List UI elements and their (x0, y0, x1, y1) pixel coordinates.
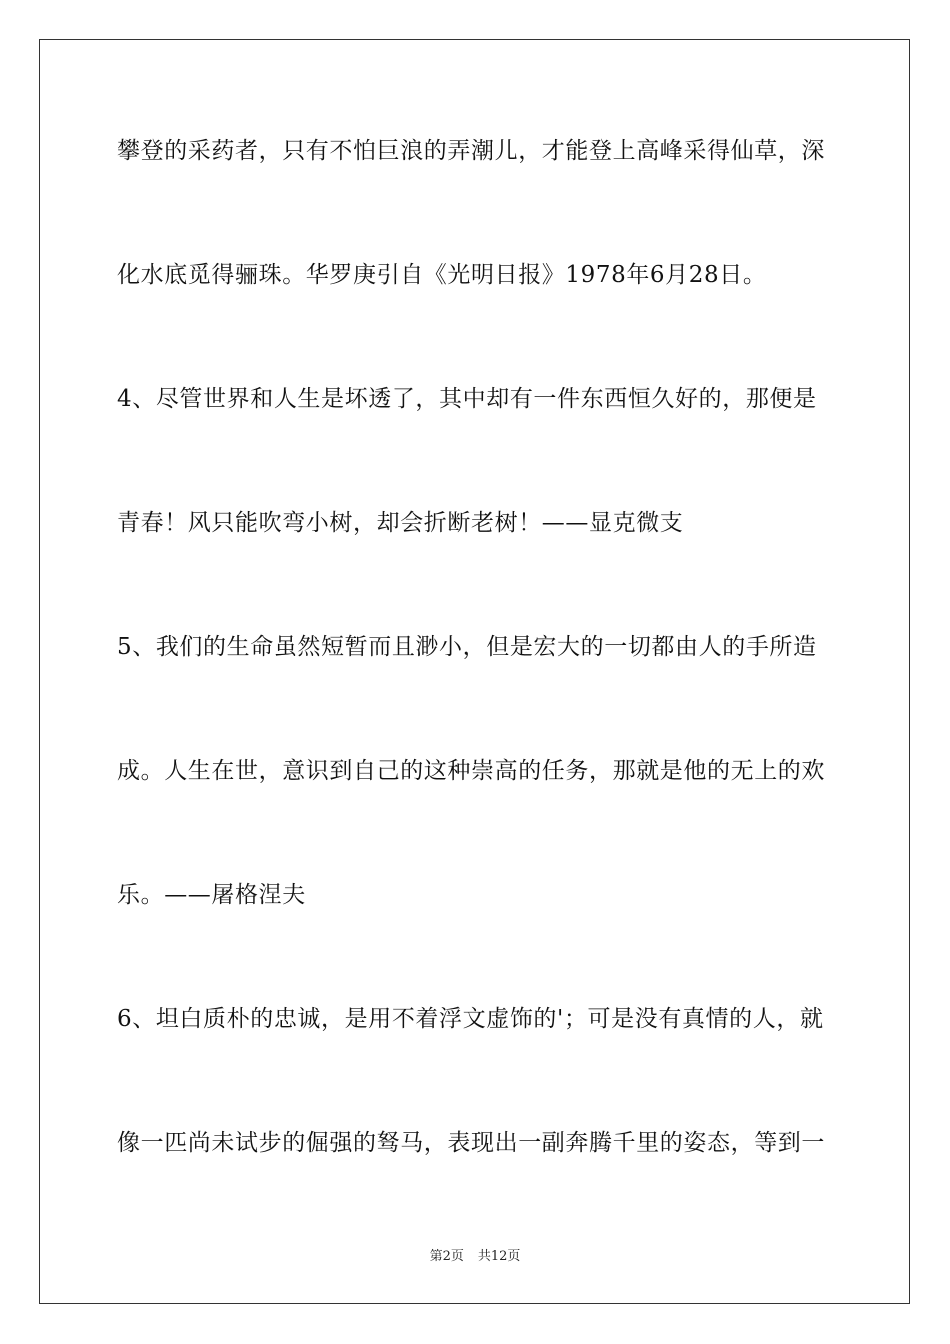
text-line-1: 攀登的采药者，只有不怕巨浪的弄潮儿，才能登上高峰采得仙草，深 (117, 138, 825, 164)
text-line-5: 5、我们的生命虽然短暂而且渺小，但是宏大的一切都由人的手所造 (117, 634, 817, 660)
page-border (39, 39, 910, 1304)
text-line-2: 化水底觅得骊珠。华罗庚引自《光明日报》1978年6月28日。 (117, 262, 767, 288)
page-total: 共12页 (477, 1249, 521, 1264)
text-line-3: 4、尽管世界和人生是坏透了，其中却有一件东西恒久好的，那便是 (117, 386, 817, 412)
text-line-7: 乐。——屠格涅夫 (117, 882, 306, 908)
text-line-9: 像一匹尚未试步的倔强的驽马，表现出一副奔腾千里的姿态，等到一 (117, 1130, 825, 1156)
text-line-6: 成。人生在世，意识到自己的这种崇高的任务，那就是他的无上的欢 (117, 758, 825, 784)
text-line-8: 6、坦白质朴的忠诚，是用不着浮文虚饰的'；可是没有真情的人，就 (117, 1006, 824, 1032)
page-footer (0, 1248, 950, 1266)
text-line-4: 青春！风只能吹弯小树，却会折断老树！——显克微支 (117, 510, 684, 536)
page-number: 第2页 (429, 1249, 464, 1264)
